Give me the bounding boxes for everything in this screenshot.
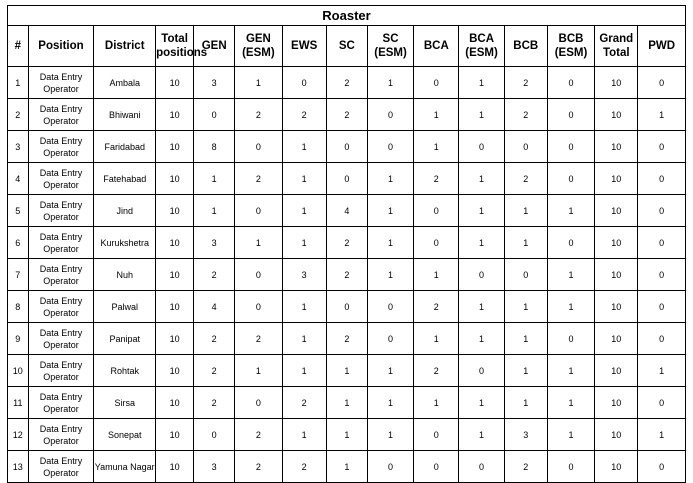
row-number-cell: 10 [8,355,29,387]
table-row [8,195,686,227]
gen-esm-cell: 1 [235,67,282,99]
grand-total-cell: 10 [595,387,638,419]
row-number-cell: 8 [8,291,29,323]
table-row [8,67,686,99]
total-positions-cell: 10 [156,355,194,387]
sc-esm-cell: 0 [367,291,413,323]
bcb-esm-cell: 0 [547,131,594,163]
bca-cell: 0 [414,67,459,99]
ews-cell: 1 [282,419,326,451]
bca-cell: 1 [414,99,459,131]
grand-total-cell: 10 [595,163,638,195]
sc-esm-cell: 1 [367,259,413,291]
col-header-pwd: PWD [638,26,686,67]
roaster-table [7,5,686,483]
grand-total-cell: 10 [595,195,638,227]
bca-esm-cell: 1 [459,163,504,195]
bcb-esm-cell: 0 [547,323,594,355]
sc-esm-cell: 0 [367,131,413,163]
ews-cell: 0 [282,67,326,99]
pwd-cell: 0 [638,387,686,419]
sc-cell: 1 [326,451,367,483]
row-number-cell: 13 [8,451,29,483]
col-header-district: District [94,26,156,67]
grand-total-cell: 10 [595,451,638,483]
col-header-bca: BCA [414,26,459,67]
district-cell: Fatehabad [94,163,156,195]
col-header-sc-esm: SC (ESM) [367,26,413,67]
position-cell: Data Entry Operator [28,451,94,483]
position-cell: Data Entry Operator [28,99,94,131]
bcb-esm-cell: 1 [547,355,594,387]
table-row [8,323,686,355]
bca-esm-cell: 1 [459,387,504,419]
sc-esm-cell: 0 [367,323,413,355]
gen-cell: 4 [194,291,235,323]
ews-cell: 1 [282,227,326,259]
pwd-cell: 0 [638,259,686,291]
table-row [8,451,686,483]
ews-cell: 3 [282,259,326,291]
row-number-cell: 12 [8,419,29,451]
district-cell: Sonepat [94,419,156,451]
grand-total-cell: 10 [595,355,638,387]
bca-cell: 0 [414,419,459,451]
bca-cell: 1 [414,131,459,163]
district-cell: Yamuna Nagar [94,451,156,483]
bcb-esm-cell: 0 [547,227,594,259]
sc-cell: 2 [326,259,367,291]
district-cell: Jind [94,195,156,227]
table-row [8,131,686,163]
gen-esm-cell: 0 [235,259,282,291]
grand-total-cell: 10 [595,227,638,259]
sc-esm-cell: 1 [367,355,413,387]
bca-esm-cell: 1 [459,67,504,99]
gen-esm-cell: 0 [235,387,282,419]
total-positions-cell: 10 [156,67,194,99]
bcb-esm-cell: 0 [547,163,594,195]
bcb-esm-cell: 1 [547,195,594,227]
gen-cell: 0 [194,99,235,131]
total-positions-cell: 10 [156,419,194,451]
district-cell: Nuh [94,259,156,291]
bca-esm-cell: 1 [459,227,504,259]
table-row [8,387,686,419]
bca-cell: 0 [414,227,459,259]
bcb-esm-cell: 0 [547,99,594,131]
row-number-cell: 2 [8,99,29,131]
bca-cell: 2 [414,163,459,195]
sc-cell: 0 [326,131,367,163]
bcb-esm-cell: 1 [547,259,594,291]
bcb-cell: 1 [504,227,547,259]
total-positions-cell: 10 [156,323,194,355]
grand-total-cell: 10 [595,259,638,291]
gen-esm-cell: 1 [235,227,282,259]
header-row [8,26,686,67]
col-header-sc: SC [326,26,367,67]
pwd-cell: 0 [638,451,686,483]
table-row [8,419,686,451]
bca-cell: 1 [414,387,459,419]
gen-cell: 2 [194,355,235,387]
col-header-gen-esm: GEN (ESM) [235,26,282,67]
bca-esm-cell: 1 [459,195,504,227]
ews-cell: 1 [282,291,326,323]
col-header-total-positions: Total positions [156,26,194,67]
pwd-cell: 0 [638,291,686,323]
sc-cell: 1 [326,387,367,419]
sc-esm-cell: 0 [367,99,413,131]
sc-esm-cell: 1 [367,227,413,259]
total-positions-cell: 10 [156,131,194,163]
col-header-position: Position [28,26,94,67]
ews-cell: 1 [282,163,326,195]
district-cell: Kurukshetra [94,227,156,259]
gen-cell: 2 [194,259,235,291]
ews-cell: 2 [282,99,326,131]
ews-cell: 1 [282,323,326,355]
sc-cell: 0 [326,163,367,195]
gen-cell: 2 [194,387,235,419]
bcb-cell: 2 [504,163,547,195]
bca-esm-cell: 0 [459,131,504,163]
bca-cell: 0 [414,195,459,227]
pwd-cell: 0 [638,323,686,355]
bca-esm-cell: 0 [459,259,504,291]
sc-cell: 2 [326,99,367,131]
grand-total-cell: 10 [595,323,638,355]
bcb-cell: 3 [504,419,547,451]
bca-esm-cell: 1 [459,419,504,451]
bcb-cell: 1 [504,355,547,387]
bca-esm-cell: 1 [459,99,504,131]
total-positions-cell: 10 [156,387,194,419]
bcb-esm-cell: 1 [547,419,594,451]
sc-cell: 2 [326,227,367,259]
bcb-cell: 1 [504,195,547,227]
table-row [8,163,686,195]
gen-esm-cell: 0 [235,195,282,227]
col-header-bcb: BCB [504,26,547,67]
total-positions-cell: 10 [156,227,194,259]
table-row [8,291,686,323]
gen-esm-cell: 0 [235,291,282,323]
position-cell: Data Entry Operator [28,323,94,355]
sc-cell: 0 [326,291,367,323]
district-cell: Rohtak [94,355,156,387]
sc-esm-cell: 1 [367,67,413,99]
bcb-esm-cell: 0 [547,451,594,483]
position-cell: Data Entry Operator [28,227,94,259]
pwd-cell: 1 [638,99,686,131]
gen-esm-cell: 2 [235,419,282,451]
position-cell: Data Entry Operator [28,387,94,419]
gen-cell: 2 [194,323,235,355]
pwd-cell: 0 [638,67,686,99]
sc-esm-cell: 1 [367,387,413,419]
sc-cell: 2 [326,67,367,99]
ews-cell: 2 [282,451,326,483]
bca-cell: 2 [414,355,459,387]
row-number-cell: 9 [8,323,29,355]
gen-esm-cell: 2 [235,323,282,355]
ews-cell: 1 [282,355,326,387]
table-row [8,259,686,291]
position-cell: Data Entry Operator [28,419,94,451]
total-positions-cell: 10 [156,291,194,323]
total-positions-cell: 10 [156,451,194,483]
bca-esm-cell: 0 [459,355,504,387]
row-number-cell: 1 [8,67,29,99]
gen-cell: 1 [194,163,235,195]
sc-cell: 2 [326,323,367,355]
sc-esm-cell: 1 [367,195,413,227]
table-title: Roaster [8,6,686,26]
position-cell: Data Entry Operator [28,131,94,163]
position-cell: Data Entry Operator [28,291,94,323]
col-header-bca-esm: BCA (ESM) [459,26,504,67]
row-number-cell: 11 [8,387,29,419]
district-cell: Palwal [94,291,156,323]
table-row [8,227,686,259]
district-cell: Faridabad [94,131,156,163]
gen-esm-cell: 2 [235,451,282,483]
position-cell: Data Entry Operator [28,259,94,291]
gen-cell: 8 [194,131,235,163]
bca-esm-cell: 0 [459,451,504,483]
sc-esm-cell: 1 [367,419,413,451]
pwd-cell: 0 [638,163,686,195]
bcb-esm-cell: 1 [547,291,594,323]
bcb-cell: 1 [504,323,547,355]
grand-total-cell: 10 [595,291,638,323]
pwd-cell: 1 [638,419,686,451]
pwd-cell: 0 [638,131,686,163]
gen-cell: 1 [194,195,235,227]
total-positions-cell: 10 [156,195,194,227]
bca-cell: 1 [414,259,459,291]
total-positions-cell: 10 [156,99,194,131]
bcb-esm-cell: 0 [547,67,594,99]
sc-esm-cell: 0 [367,451,413,483]
district-cell: Bhiwani [94,99,156,131]
sc-cell: 4 [326,195,367,227]
position-cell: Data Entry Operator [28,195,94,227]
total-positions-cell: 10 [156,259,194,291]
gen-cell: 3 [194,227,235,259]
bcb-cell: 1 [504,291,547,323]
grand-total-cell: 10 [595,131,638,163]
pwd-cell: 0 [638,195,686,227]
gen-esm-cell: 2 [235,99,282,131]
bca-cell: 2 [414,291,459,323]
row-number-cell: 4 [8,163,29,195]
row-number-cell: 6 [8,227,29,259]
col-header-ews: EWS [282,26,326,67]
total-positions-cell: 10 [156,163,194,195]
position-cell: Data Entry Operator [28,163,94,195]
bcb-cell: 1 [504,387,547,419]
ews-cell: 1 [282,195,326,227]
bcb-cell: 0 [504,259,547,291]
position-cell: Data Entry Operator [28,355,94,387]
row-number-cell: 5 [8,195,29,227]
gen-cell: 0 [194,419,235,451]
col-header-gen: GEN [194,26,235,67]
position-cell: Data Entry Operator [28,67,94,99]
bcb-cell: 2 [504,451,547,483]
bca-esm-cell: 1 [459,323,504,355]
district-cell: Panipat [94,323,156,355]
row-number-cell: 3 [8,131,29,163]
sc-cell: 1 [326,419,367,451]
district-cell: Ambala [94,67,156,99]
gen-esm-cell: 0 [235,131,282,163]
table-row [8,355,686,387]
col-header-grand-total: Grand Total [595,26,638,67]
pwd-cell: 0 [638,227,686,259]
bca-cell: 0 [414,451,459,483]
roaster-table-container [7,5,686,483]
bca-esm-cell: 1 [459,291,504,323]
table-row [8,99,686,131]
ews-cell: 1 [282,131,326,163]
gen-esm-cell: 1 [235,355,282,387]
table-body [8,67,686,483]
sc-esm-cell: 1 [367,163,413,195]
sc-cell: 1 [326,355,367,387]
row-number-cell: 7 [8,259,29,291]
gen-cell: 3 [194,67,235,99]
bcb-cell: 0 [504,131,547,163]
grand-total-cell: 10 [595,67,638,99]
grand-total-cell: 10 [595,419,638,451]
pwd-cell: 1 [638,355,686,387]
bcb-cell: 2 [504,99,547,131]
gen-esm-cell: 2 [235,163,282,195]
bcb-esm-cell: 1 [547,387,594,419]
grand-total-cell: 10 [595,99,638,131]
ews-cell: 2 [282,387,326,419]
col-header-number: # [8,26,29,67]
col-header-bcb-esm: BCB (ESM) [547,26,594,67]
district-cell: Sirsa [94,387,156,419]
bca-cell: 1 [414,323,459,355]
gen-cell: 3 [194,451,235,483]
bcb-cell: 2 [504,67,547,99]
